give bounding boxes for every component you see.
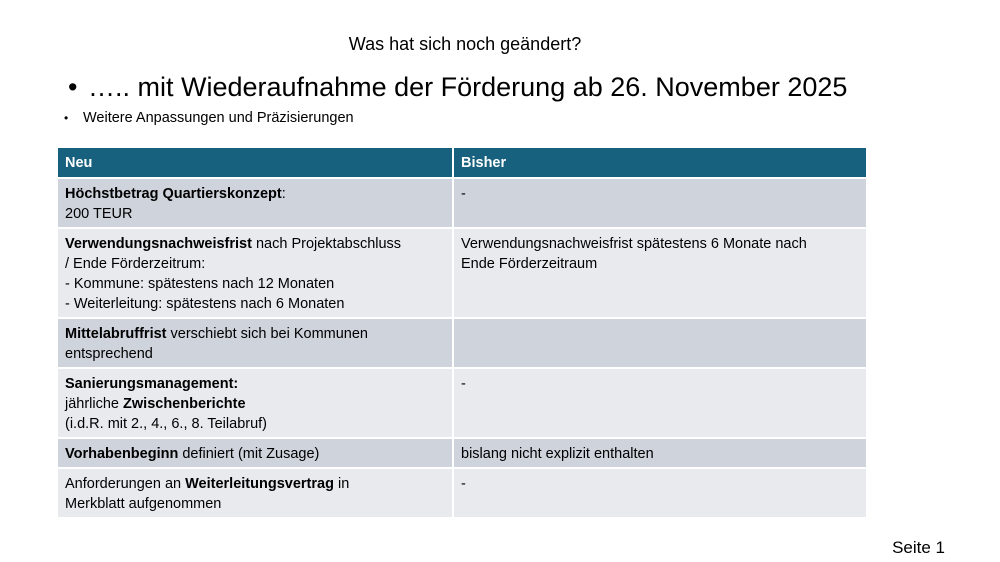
header-bisher: Bisher [453, 148, 866, 178]
cell-text: - [461, 376, 466, 392]
cell-text: - [461, 186, 466, 202]
cell-text: bislang nicht explizit enthalten [461, 446, 654, 462]
table-row [58, 368, 866, 438]
sub-bullet-text: Weitere Anpassungen und Präzisierungen [83, 110, 354, 126]
cell-text: - Weiterleitung: spätestens nach 6 Monaten [65, 296, 345, 312]
cell-line [65, 204, 445, 224]
cell-text: in [333, 476, 350, 492]
cell-line [65, 324, 445, 344]
cell-line [65, 234, 445, 254]
cell-text: 200 TEUR [65, 206, 133, 222]
page-number: Seite 1 [892, 538, 945, 557]
cell-line [65, 294, 445, 314]
cell-bisher [453, 368, 866, 438]
cell-bisher [453, 438, 866, 468]
cell-line [461, 444, 859, 464]
table-row [58, 468, 866, 517]
table-row [58, 318, 866, 368]
cell-line [461, 254, 859, 274]
cell-text: entsprechend [65, 346, 153, 362]
cell-bisher [453, 228, 866, 318]
cell-neu [58, 468, 453, 517]
cell-line [65, 394, 445, 414]
cell-line [461, 374, 859, 394]
cell-neu [58, 438, 453, 468]
cell-line [461, 184, 859, 204]
cell-text: Merkblatt aufgenommen [65, 496, 222, 512]
sub-bullet [64, 110, 354, 126]
bold-text: Verwendungsnachweisfrist [65, 236, 252, 252]
bold-text: Weiterleitungsvertrag [185, 476, 334, 492]
cell-text: Ende Förderzeitraum [461, 256, 598, 272]
cell-text: jährliche [65, 396, 124, 412]
cell-text: verschiebt sich bei Kommunen [166, 326, 368, 342]
cell-neu [58, 178, 453, 228]
bold-text: Sanierungsmanagement: [65, 376, 239, 392]
cell-text: Verwendungsnachweisfrist spätestens 6 Monate nach [461, 236, 807, 252]
cell-text: - [461, 476, 466, 492]
cell-text: (i.d.R. mit 2., 4., 6., 8. Teilabruf) [65, 416, 268, 432]
bold-text: Mittelabruffrist [65, 326, 167, 342]
cell-line [65, 344, 445, 364]
cell-text: nach Projektabschluss [251, 236, 402, 252]
table-row [58, 228, 866, 318]
cell-bisher [453, 318, 866, 368]
main-bullet-text: ….. mit Wiederaufnahme der Förderung ab 26. November 2025 [88, 72, 848, 102]
table-row [58, 178, 866, 228]
cell-neu [58, 318, 453, 368]
cell-line [65, 254, 445, 274]
table-row [58, 438, 866, 468]
cell-line [65, 414, 445, 434]
cell-line [65, 374, 445, 394]
bold-text: Vorhabenbeginn [65, 446, 179, 462]
cell-bisher [453, 178, 866, 228]
cell-text: Anforderungen an [65, 476, 186, 492]
bullet-marker: • [68, 72, 78, 102]
header-neu: Neu [58, 148, 453, 178]
cell-text: / Ende Förderzeitrum: [65, 256, 206, 272]
cell-neu [58, 228, 453, 318]
bold-text: Höchstbetrag Quartierskonzept [65, 186, 282, 202]
slide-title: Was hat sich noch geändert? [348, 34, 582, 54]
cell-neu [58, 368, 453, 438]
main-bullet [68, 72, 847, 103]
cell-line [65, 474, 445, 494]
cell-line [65, 274, 445, 294]
table-body [58, 178, 866, 517]
cell-line [461, 234, 859, 254]
bold-text: Zwischenberichte [123, 396, 246, 412]
table-header-row [58, 148, 866, 178]
cell-bisher [453, 468, 866, 517]
cell-text: - Kommune: spätestens nach 12 Monaten [65, 276, 335, 292]
cell-text: definiert (mit Zusage) [178, 446, 320, 462]
bullet-marker: • [64, 111, 69, 125]
cell-line [65, 444, 445, 464]
comparison-table [58, 148, 866, 517]
cell-line [65, 494, 445, 514]
cell-text: : [281, 186, 286, 202]
cell-line [461, 474, 859, 494]
cell-line [65, 184, 445, 204]
